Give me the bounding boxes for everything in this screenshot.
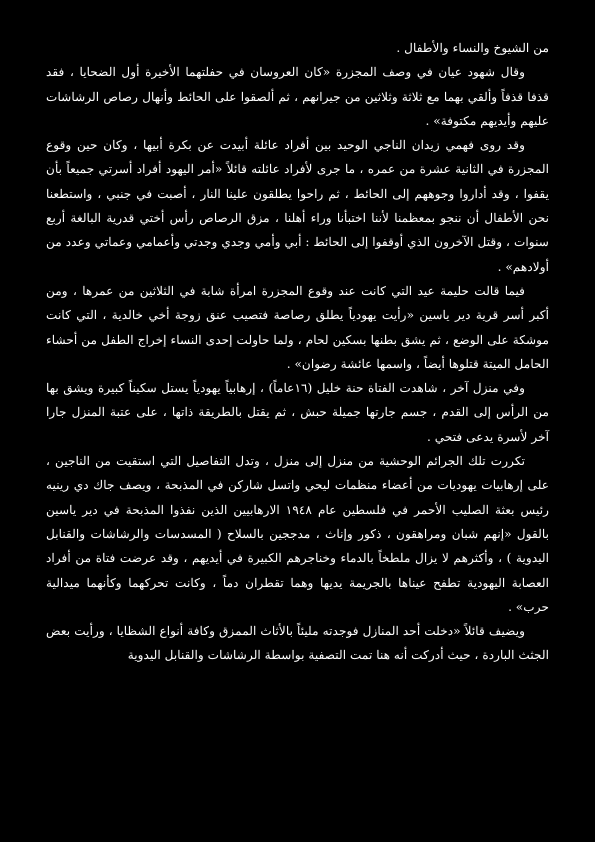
paragraph-fahmi-zeidan: وقد روى فهمي زيدان الناجي الوحيد بين أفراد عائلة أبيدت عن بكرة أبيها ، وكان حين وقوع المجزرة في الثانية عشرة من عمره ، ما جرى لأفراد عائلته قائلاً «أمر اليهود أفراد أسرتي جميعاً بأن يقفوا ، وقد أداروا وجوههم إلى الحائط ، ثم راحوا يطلقون علينا النار ، أصبت في جنبي ، واستطعنا نحن الأطفال أن ننجو بمعظمنا لأننا اختبأنا وراء أهلنا ، مزق الرصاص رأس أختي قدرية البالغة أربع سنوات ، وقتل الآخرون الذي أوقفوا إلى الحائط : أبي وأمي وجدي وجدتي وأعمامي وعماتي وعدد من أولادهم» . [46,138,549,274]
paragraph-hanna-khalil: وفي منزل آخر ، شاهدت الفتاة حنة خليل (١٦عاماً) ، إرهابياً يهودياً يستل سكيناً كبيرة ويشق بها من الرأس إلى القدم ، جسم جارتها جميلة حبش ، ثم يقتل بالطريقة ذاتها ، على عتبة المنزل جارا آخر لأسرة يدعى فتحي . [46,381,549,444]
paragraph-he-adds: ويضيف قائلاً «دخلت أحد المنازل فوجدته مليئاً بالأثاث الممزق وكافة أنواع الشظايا ، ورأيت بعض الجثث الباردة ، حيث أدركت أنه هنا تمت التصفية بواسطة الرشاشات والقنابل اليدوية [46,624,549,663]
paragraph-house-to-house: تكررت تلك الجرائم الوحشية من منزل إلى منزل ، وتدل التفاصيل التي استقيت من الناجين ، على إرهابيات يهوديات من أعضاء منظمات ليحي واتسل شاركن في المذبحة ، ويصف جاك دي رينيه رئيس بعثة الصليب الأحمر في فلسطين عام ١٩٤٨ الارهابيين الذين نفذوا المذبحة في دير ياسين بالقول «إنهم شبان ومراهقون ، ذكور وإناث ، مدججين بالسلاح ( المسدسات والرشاشات والقنابل اليدوية ) ، وأكثرهم لا يزال ملطخاً بالدماء وخناجرهم الكبيرة في أيديهم ، وقد عرضت فتاة من أفراد العصابة اليهودية تطفح عيناها بالجريمة يديها وهما تقطران دماً ، وكانت تحركهما وكأنهما ميدالية حرب» . [46,454,549,614]
paragraph-halima-eid: فيما قالت حليمة عيد التي كانت عند وقوع المجزرة امرأة شابة في الثلاثين من عمرها ، ومن أكبر أسر قرية دير ياسين «رأيت يهودياً يطلق رصاصة فتصيب عنق زوجة أخي خالدية ، التي كانت موشكة على الوضع ، ثم يشق بطنها بسكين لحام ، ولما حاولت إحدى النساء إخراج الطفل من أحشاء الحامل الميتة قتلوها أيضاً ، واسمها عائشة رضوان» . [46,283,549,371]
paragraph-continuation: من الشيوخ والنساء والأطفال . [396,41,549,55]
paragraph-witnesses: وقال شهود عيان في وصف المجزرة «كان العروسان في حفلتهما الأخيرة أول الضحايا ، فقد قذفا قذفاً وألقي بهما مع ثلاثة وثلاثين من جيرانهم ، ثم ألصقوا على الحائط وأنهال رصاص الرشاشات عليهم وأيديهم مكتوفة» . [46,65,549,128]
body-text [46,36,549,668]
